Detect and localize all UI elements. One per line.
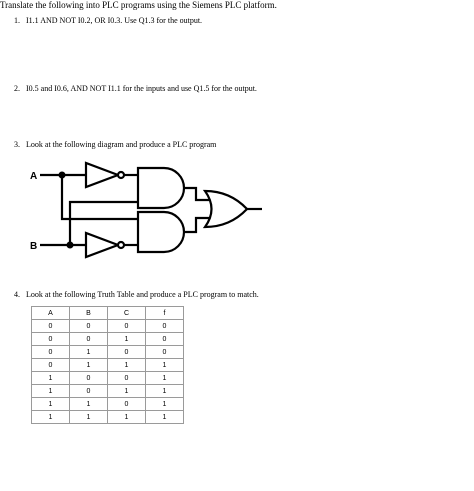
cell: 0 <box>32 333 70 346</box>
table-row <box>32 411 184 424</box>
page-heading: Translate the following into PLC programs using the Siemens PLC platform. <box>0 0 277 10</box>
cell: 0 <box>70 372 108 385</box>
cell: 1 <box>108 359 146 372</box>
cell: 1 <box>32 385 70 398</box>
input-b-label: B <box>30 241 38 252</box>
logic-gate-diagram <box>30 160 270 270</box>
table-row <box>32 333 184 346</box>
input-a-label: A <box>30 171 38 182</box>
cell: 1 <box>70 359 108 372</box>
question-number: 2. <box>14 84 20 93</box>
junction-a <box>59 172 66 179</box>
cell: 1 <box>70 398 108 411</box>
cell: 1 <box>70 346 108 359</box>
header-f: f <box>146 307 184 320</box>
table-row <box>32 320 184 333</box>
cell: 0 <box>108 398 146 411</box>
junction-b <box>67 242 74 249</box>
cell: 0 <box>70 385 108 398</box>
question-1 <box>14 16 202 26</box>
or-gate <box>205 191 247 227</box>
cell: 1 <box>108 333 146 346</box>
truth-table-header-row <box>32 307 184 320</box>
question-text: I1.1 AND NOT I0.2, OR I0.3. Use Q1.3 for the output. <box>26 16 203 25</box>
cell: 0 <box>70 320 108 333</box>
cell: 0 <box>146 346 184 359</box>
cell: 0 <box>146 333 184 346</box>
not-bubble-top <box>118 172 124 178</box>
cell: 0 <box>108 320 146 333</box>
cell: 1 <box>32 411 70 424</box>
table-row <box>32 398 184 411</box>
cell: 1 <box>32 398 70 411</box>
cell: 0 <box>32 320 70 333</box>
cell: 0 <box>146 320 184 333</box>
cell: 1 <box>146 359 184 372</box>
header-b: B <box>70 307 108 320</box>
cell: 0 <box>108 372 146 385</box>
table-row <box>32 346 184 359</box>
cell: 0 <box>70 333 108 346</box>
header-a: A <box>32 307 70 320</box>
b-branch-wire <box>70 202 138 245</box>
question-text: Look at the following Truth Table and produce a PLC program to match. <box>26 290 259 299</box>
cell: 0 <box>108 346 146 359</box>
question-3 <box>14 140 216 150</box>
question-text: Look at the following diagram and produce a PLC program <box>26 140 217 149</box>
question-2 <box>14 84 257 94</box>
cell: 1 <box>108 411 146 424</box>
cell: 1 <box>146 372 184 385</box>
question-number: 3. <box>14 140 20 149</box>
table-row <box>32 372 184 385</box>
cell: 1 <box>108 385 146 398</box>
not-gate-bottom <box>86 233 118 257</box>
cell: 1 <box>146 385 184 398</box>
header-c: C <box>108 307 146 320</box>
question-text: I0.5 and I0.6, AND NOT I1.1 for the inputs and use Q1.5 for the output. <box>26 84 257 93</box>
table-row <box>32 359 184 372</box>
and-gate-bottom <box>138 212 184 252</box>
not-bubble-bottom <box>118 242 124 248</box>
cell: 1 <box>32 372 70 385</box>
cell: 1 <box>146 398 184 411</box>
and-gate-top <box>138 168 184 208</box>
cell: 0 <box>32 346 70 359</box>
cell: 1 <box>146 411 184 424</box>
cell: 1 <box>70 411 108 424</box>
question-number: 1. <box>14 16 20 25</box>
question-4 <box>14 290 259 300</box>
cell: 0 <box>32 359 70 372</box>
question-number: 4. <box>14 290 20 299</box>
not-gate-top <box>86 163 118 187</box>
truth-table <box>31 306 184 424</box>
table-row <box>32 385 184 398</box>
